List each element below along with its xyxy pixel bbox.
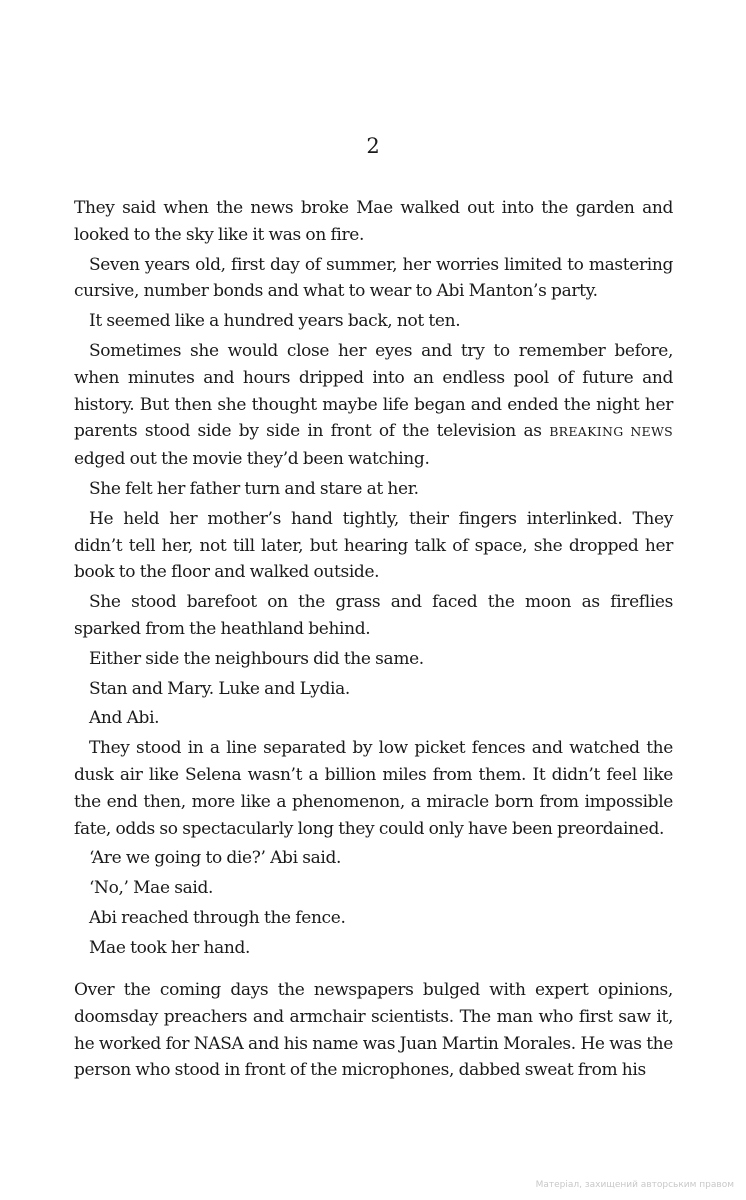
paragraph: ‘No,’ Mae said. [89,878,214,899]
paragraph: Over the coming days the newspapers bulged with expert opinions, doomsday preachers and armchair scientists. The man who first saw it, he worked for NASA and his name was Juan Martin Morales. He was the person who stood in front of the microphones, dabbed sweat from his [74,980,673,1081]
paragraph-text: edged out the movie they’d been watching. [74,449,430,470]
paragraph: She felt her father turn and stare at her. [89,478,419,499]
paragraph: They stood in a line separated by low picket fences and watched the dusk air like Selena wasn’t a billion miles from them. It didn’t feel like the end then, more like a phenomenon, a miracle born from impossible fate, odds so spectacularly long they could only have been preordained. [74,738,673,839]
paragraph: Stan and Mary. Luke and Lydia. [89,678,350,699]
body-text-section-1 [74,195,673,965]
paragraph: Abi reached through the fence. [89,907,346,928]
paragraph: They said when the news broke Mae walked out into the garden and looked to the sky like it was on fire. [74,198,673,245]
paragraph: Seven years old, first day of summer, her worries limited to mastering cursive, number bonds and what to wear to Abi Manton’s party. [74,254,673,302]
copyright-watermark: Матеріал, захищений авторським правом [535,1180,734,1190]
paragraph: And Abi. [89,708,160,729]
paragraph: Mae took her hand. [89,937,251,958]
paragraph-text: Sometimes she would close her eyes and try to remember before, when minutes and hours dripped into an endless pool of future and history. But then she thought maybe life began and ended the night her parents stood side by side in front of the television as [74,340,673,442]
chapter-number: 2 [366,134,380,158]
paragraph: Either side the neighbours did the same. [89,648,424,669]
body-text-section-2 [74,977,673,1087]
breaking-news-small-caps: BREAKING NEWS [549,424,673,440]
paragraph [74,338,673,473]
paragraph: He held her mother’s hand tightly, their fingers interlinked. They didn’t tell her, not till later, but hearing talk of space, she dropped her book to the floor and walked outside. [74,508,673,583]
paragraph: It seemed like a hundred years back, not ten. [89,311,461,332]
paragraph: She stood barefoot on the grass and faced the moon as fireflies sparked from the heathland behind. [74,592,673,639]
paragraph: ‘Are we going to die?’ Abi said. [89,848,342,869]
